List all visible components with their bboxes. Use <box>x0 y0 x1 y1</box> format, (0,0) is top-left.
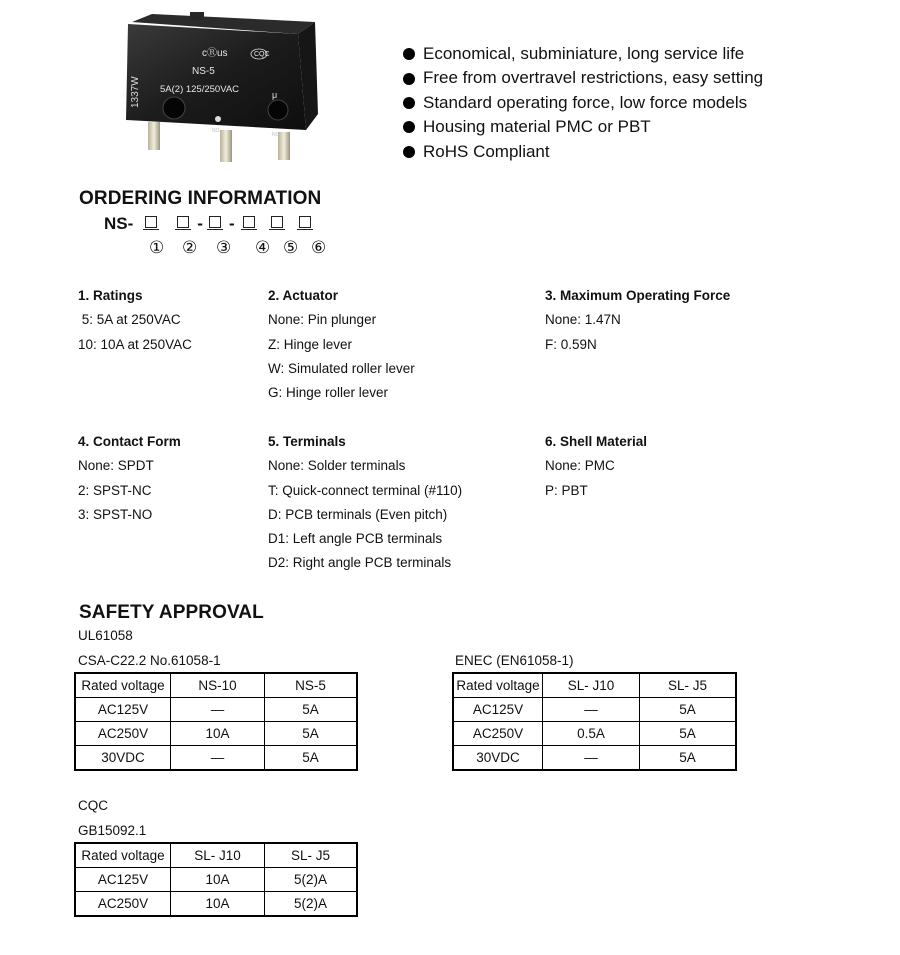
table-cell: AC250V <box>76 722 171 746</box>
code-slot-1 <box>143 218 159 230</box>
bullet-icon <box>403 97 415 109</box>
option-ratings <box>78 284 192 357</box>
option-actuator <box>268 284 415 405</box>
table-cell: 5A <box>265 722 357 746</box>
option-terminals <box>268 430 462 576</box>
feature-list <box>403 42 763 164</box>
switch-cqc-mark: CQC <box>254 51 270 58</box>
table-cell: — <box>543 746 640 770</box>
table-header: NS-5 <box>265 674 357 698</box>
table-header: Rated voltage <box>76 844 171 868</box>
table-row <box>76 892 357 916</box>
option-item: G: Hinge roller lever <box>268 385 389 401</box>
gb-label: GB15092.1 <box>78 823 147 838</box>
feature-item: Economical, subminiature, long service life <box>403 42 763 66</box>
option-item: None: Solder terminals <box>268 458 406 474</box>
table-cell: 5A <box>265 746 357 770</box>
cqc-label: CQC <box>78 798 108 813</box>
table-cell: 5A <box>640 722 736 746</box>
code-number: ③ <box>216 238 232 258</box>
product-image <box>120 12 320 162</box>
code-number: ① <box>149 238 165 258</box>
code-number: ⑤ <box>283 238 299 258</box>
table-cell: AC250V <box>454 722 543 746</box>
table-cell: 10A <box>171 892 265 916</box>
table-row <box>454 698 736 722</box>
table-row <box>76 746 357 770</box>
table-header: NS-10 <box>171 674 265 698</box>
table-header: SL- J5 <box>640 674 736 698</box>
table-header-row <box>454 674 736 698</box>
table-cell: 10A <box>171 722 265 746</box>
table-header: Rated voltage <box>454 674 543 698</box>
code-slot-2 <box>175 218 191 230</box>
table-cell: AC125V <box>76 868 171 892</box>
microswitch-illustration <box>120 12 320 162</box>
option-contact-form <box>78 430 181 527</box>
table-cell: 5(2)A <box>265 868 357 892</box>
option-item: D1: Left angle PCB terminals <box>268 531 443 547</box>
order-prefix: NS- <box>104 214 134 233</box>
code-number: ⑥ <box>311 238 327 258</box>
ul-label: UL61058 <box>78 628 133 643</box>
code-slot-5 <box>269 218 285 230</box>
code-separator: - <box>197 214 203 233</box>
switch-no-pin: NO <box>212 128 220 134</box>
option-item: Z: Hinge lever <box>268 336 353 352</box>
switch-ul-mark: cⓇus <box>202 48 228 59</box>
feature-item: Free from overtravel restrictions, easy setting <box>403 66 763 90</box>
table-cell: 5(2)A <box>265 892 357 916</box>
ordering-title: ORDERING INFORMATION <box>79 188 322 209</box>
switch-mu-symbol: μ <box>272 90 278 100</box>
table-cell: 5A <box>640 746 736 770</box>
code-number: ② <box>182 238 198 258</box>
csa-label: CSA-C22.2 No.61058-1 <box>78 653 221 668</box>
option-shell-material <box>545 430 647 503</box>
option-item: D2: Right angle PCB terminals <box>268 555 452 571</box>
table-cell: 5A <box>640 698 736 722</box>
table-row <box>454 722 736 746</box>
option-title: 3. Maximum Operating Force <box>545 288 731 303</box>
table-cell: 30VDC <box>454 746 543 770</box>
table-header: SL- J10 <box>171 844 265 868</box>
option-title: 4. Contact Form <box>78 434 181 449</box>
switch-nc-pin: NC <box>272 132 280 138</box>
table-header-row <box>76 844 357 868</box>
option-item: 5: 5A at 250VAC <box>78 312 181 328</box>
table-cell: 5A <box>265 698 357 722</box>
option-item: D: PCB terminals (Even pitch) <box>268 506 448 522</box>
table-cell: AC250V <box>76 892 171 916</box>
option-item: None: 1.47N <box>545 312 621 328</box>
table-header-row <box>76 674 357 698</box>
option-operating-force <box>545 284 730 357</box>
table-cell: — <box>171 698 265 722</box>
cqc-table <box>74 842 358 917</box>
table-cell: AC125V <box>76 698 171 722</box>
feature-item: Standard operating force, low force models <box>403 91 763 115</box>
option-title: 5. Terminals <box>268 434 346 449</box>
bullet-icon <box>403 48 415 60</box>
bullet-icon <box>403 146 415 158</box>
option-item: 10: 10A at 250VAC <box>78 336 192 352</box>
table-row <box>76 868 357 892</box>
table-cell: — <box>543 698 640 722</box>
code-slot-6 <box>297 218 313 230</box>
option-item: None: Pin plunger <box>268 312 377 328</box>
code-slot-4 <box>241 218 257 230</box>
feature-item: RoHS Compliant <box>403 140 763 164</box>
safety-title: SAFETY APPROVAL <box>79 602 264 623</box>
table-row <box>76 698 357 722</box>
option-item: None: PMC <box>545 458 615 474</box>
bullet-icon <box>403 73 415 85</box>
table-header: SL- J10 <box>543 674 640 698</box>
option-item: 2: SPST-NC <box>78 482 152 498</box>
table-cell: 0.5A <box>543 722 640 746</box>
option-title: 2. Actuator <box>268 288 339 303</box>
order-code <box>104 214 313 234</box>
code-separator: - <box>228 214 235 233</box>
option-item: 3: SPST-NO <box>78 506 153 522</box>
enec-label: ENEC (EN61058-1) <box>455 653 574 668</box>
table-header: SL- J5 <box>265 844 357 868</box>
code-slot-3 <box>207 218 223 230</box>
switch-code-text: 1337W <box>130 76 141 108</box>
table-header: Rated voltage <box>76 674 171 698</box>
bullet-icon <box>403 121 415 133</box>
table-cell: 10A <box>171 868 265 892</box>
option-item: T: Quick-connect terminal (#110) <box>268 482 463 498</box>
feature-item: Housing material PMC or PBT <box>403 115 763 139</box>
table-cell: 30VDC <box>76 746 171 770</box>
option-item: P: PBT <box>545 482 588 498</box>
option-title: 6. Shell Material <box>545 434 648 449</box>
option-item: None: SPDT <box>78 458 154 474</box>
option-item: W: Simulated roller lever <box>268 360 415 376</box>
table-row <box>454 746 736 770</box>
option-title: 1. Ratings <box>78 288 143 303</box>
switch-rating-text: 5A(2) 125/250VAC <box>160 84 240 95</box>
table-cell: — <box>171 746 265 770</box>
code-number: ④ <box>255 238 271 258</box>
table-row <box>76 722 357 746</box>
csa-table <box>74 672 358 771</box>
enec-table <box>452 672 737 771</box>
option-item: F: 0.59N <box>545 336 597 352</box>
switch-model-text: NS-5 <box>192 66 215 77</box>
table-cell: AC125V <box>454 698 543 722</box>
